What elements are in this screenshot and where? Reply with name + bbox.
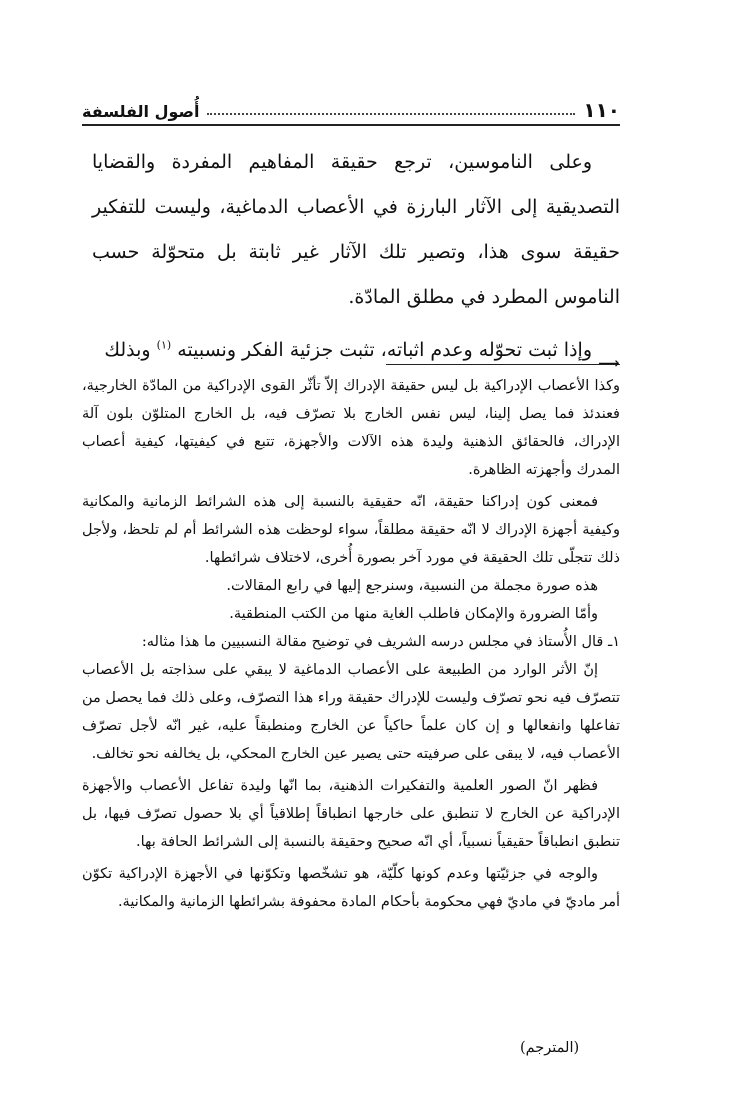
footnote-separator: [386, 364, 620, 365]
body-paragraph: وعلى الناموسين، ترجع حقيقة المفاهيم المفردة والقضايا التصديقية إلى الآثار البارزة في الأعصاب الدماغية، وليست للتفكير حقيقة سوى هذا، وتصير تلك الآثار غير ثابتة بل متحوّلة حسب الناموس المطرد في مطلق المادّة.: [92, 151, 620, 308]
page-number: ١١٠: [583, 98, 620, 122]
footnote-paragraph: والوجه في جزئيّتها وعدم كونها كلّيّة، هو تشخّصها وتكوّنها في الأجهزة الإدراكية تكوّن أمر ماديّ في ماديّ فهي محكومة بأحكام المادة محفوفة بشرائطها الزمانية والمكانية.: [82, 866, 620, 910]
footnote-item: ١ـ قال الأُستاذ في مجلس درسه الشريف في توضيح مقالة النسبيين ما هذا مثاله:: [141, 634, 620, 650]
footnote-paragraph: وأمّا الضرورة والإمكان فاطلب الغاية منها من الكتب المنطقية.: [229, 606, 598, 622]
header-rule: [82, 124, 620, 126]
footnote-marker[interactable]: (١): [156, 338, 172, 352]
footnote-paragraph: هذه صورة مجملة من النسبية، وسنرجع إليها في رابع المقالات.: [226, 578, 598, 594]
header-dotted-leader: [207, 113, 575, 115]
footnote-paragraph: إنّ الأثر الوارد من الطبيعة على الأعصاب الدماغية لا يبقي على سذاجته بل الأعصاب تتصرّف فيه نحو تصرّف وليست للإدراك حقيقة وراء هذا التصرّف، وعلى ذلك فما يحصل من تفاعلها وانفعالها و إن كان علماً حاكياً عن الخارج ومنطبقاً عليه، غير انّه لأجل تصرّف الأعصاب فيه، لا يبقى على صرفيته حتى يصير عين الخارج المحكي، بل يخالفه نحو تخالف.: [82, 662, 620, 762]
book-title: أُصول الفلسفة: [82, 102, 200, 121]
translator-note: (المترجم): [520, 1040, 580, 1056]
running-header: [82, 88, 620, 120]
continuation-arrow-icon: ⟶: [598, 354, 620, 372]
footnote-paragraph: وكذا الأعصاب الإدراكية بل ليس حقيقة الإدراك إلاّ تأثّر القوى الإدراكية من المادّة الخارجية، فعندئذ فما يصل إلينا، ليس نفس الخارج بلا تصرّف فيه، بل الخارج المتلوّن بلون آلة الإدراك، فالحقائق الذهنية وليدة هذه الآلات والأجهزة، تتبع في كيفيتها، كيفية أعصاب المدرك وأجهزته الظاهرة.: [82, 378, 620, 478]
body-paragraph-catchword: وبذلك: [104, 339, 151, 361]
body-paragraph: [92, 328, 620, 373]
footnote-paragraph: فظهر انّ الصور العلمية والتفكيرات الذهنية، بما انّها وليدة تفاعل الأعصاب والأجهزة الإدراكية عن الخارج لا تنطبق على خارجها انطباقاً إطلاقياً أي بلا حصول تصرّف فيها، بل تنطبق انطباقاً حقيقياً نسبياً، أي انّه صحيح وحقيقة بالنسبة إلى الشرائط الحافة بها.: [82, 778, 620, 850]
footnote-paragraph: فمعنى كون إدراكنا حقيقة، انّه حقيقية بالنسبة إلى هذه الشرائط الزمانية والمكانية وكيفية أجهزة الإدراك لا انّه حقيقة مطلقاً، سواء لوحظت هذه الشرائط أم لم تلحظ، ولأجل ذلك تتجلّى تلك الحقيقة في مورد آخر بصورة أُخرى، لاختلاف شرائطها.: [82, 494, 620, 566]
body-paragraph-text: وإذا ثبت تحوّله وعدم اثباته، تثبت جزئية الفكر ونسبيته: [177, 339, 592, 361]
footnotes: [82, 372, 620, 916]
main-text: [92, 140, 620, 373]
